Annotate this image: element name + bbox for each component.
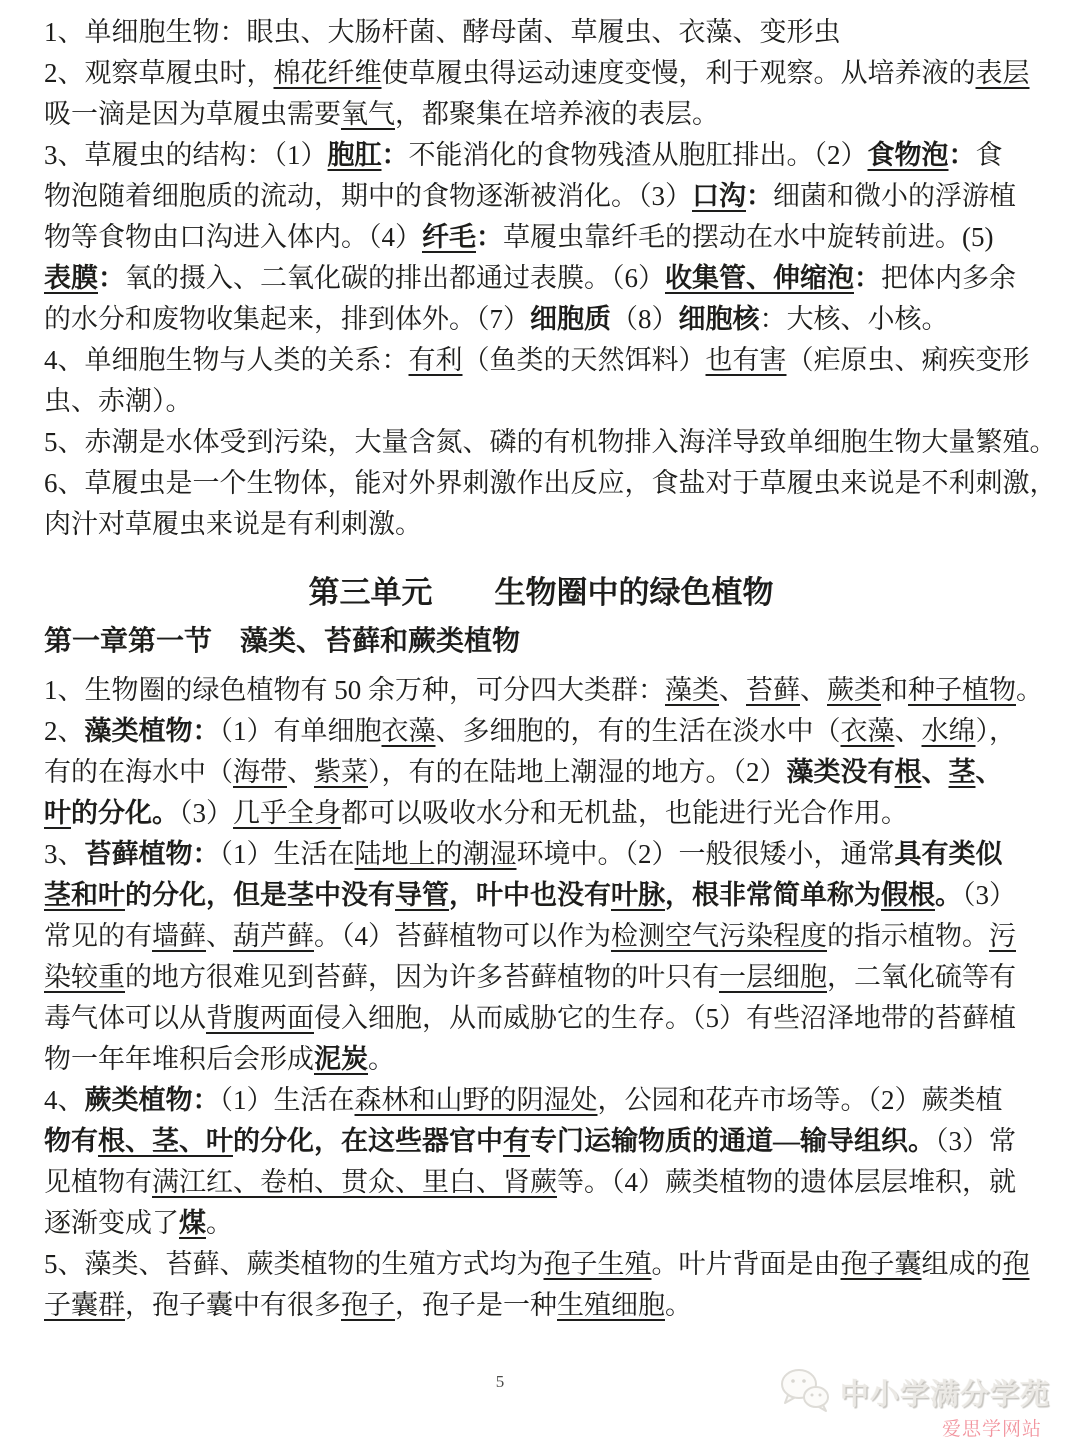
text-segment: 把体内多余 bbox=[881, 263, 1016, 293]
text-segment: 茎和叶 bbox=[44, 880, 125, 910]
text-segment: 几乎全身 bbox=[233, 798, 341, 828]
text-segment: 6、草履虫是一个生物体，能对外界刺激作出反应，食盐对于草履虫来说是不利刺激， bbox=[44, 468, 1057, 498]
text-segment: 氧的摄入、二氧化碳的排出都通过表膜。（6） bbox=[125, 263, 665, 293]
text-segment: 都可以吸收水分和无机盐，也能进行光合作用。 bbox=[341, 798, 908, 828]
text-segment: （3） bbox=[179, 798, 233, 828]
text-segment: 3、草履虫的结构：（1） bbox=[44, 140, 328, 170]
text-segment: 侵入细胞，从而威胁它的生存。（5）有些沼泽地带的苔藓植 bbox=[314, 1003, 1016, 1033]
text-segment: ，叶中也没有 bbox=[449, 880, 611, 910]
text-segment: 衣藻 bbox=[840, 716, 895, 746]
text-segment: 和 bbox=[881, 675, 908, 705]
text-segment: 墙藓 bbox=[152, 921, 206, 951]
text-segment: 蕨类植物 bbox=[84, 1085, 193, 1115]
text-segment: 满江红、卷柏、贯众、里白、肾蕨 bbox=[152, 1167, 557, 1197]
text-segment: ，孢子是一种 bbox=[395, 1290, 557, 1320]
text-segment: （8） bbox=[611, 304, 679, 334]
text-segment: ： bbox=[192, 839, 220, 869]
text-segment: ： bbox=[854, 263, 881, 293]
text-segment: （3） bbox=[962, 880, 1016, 910]
text-segment: 口沟 bbox=[692, 181, 746, 211]
text-segment: 4、 bbox=[44, 1085, 85, 1115]
text-segment: 2、 bbox=[44, 716, 85, 746]
text-segment: ，公园和花卉市场等。（2）蕨类植 bbox=[597, 1085, 1003, 1115]
text-segment: （1）生活在 bbox=[219, 839, 355, 869]
text-line bbox=[44, 504, 1038, 545]
text-segment: 衣藻 bbox=[381, 716, 436, 746]
text-segment: （疟原虫、痢疾变形 bbox=[786, 345, 1030, 375]
text-segment: 、 bbox=[894, 716, 922, 746]
text-line bbox=[44, 299, 1038, 340]
text-segment: 。 bbox=[665, 1290, 692, 1320]
text-line bbox=[44, 381, 1038, 422]
text-segment: 。叶片背面是由 bbox=[651, 1249, 841, 1279]
text-segment: ： bbox=[192, 716, 220, 746]
text-segment: ）， bbox=[975, 716, 1016, 746]
text-segment: 泥炭 bbox=[314, 1044, 368, 1074]
text-line bbox=[44, 1080, 1038, 1121]
text-segment: 污 bbox=[989, 921, 1016, 951]
watermark bbox=[778, 1366, 1050, 1419]
text-line bbox=[44, 1121, 1038, 1162]
text-segment: 使草履虫得运动速度变慢，利于观察。从培养液的 bbox=[381, 58, 976, 88]
text-line bbox=[44, 793, 1038, 834]
text-segment: 藻类 bbox=[665, 675, 719, 705]
text-segment: 一层细胞 bbox=[719, 962, 827, 992]
text-segment: 根、茎、叶 bbox=[98, 1126, 233, 1156]
text-segment: （3）常 bbox=[935, 1126, 1016, 1156]
text-segment: 1、生物圈的绿色植物有 50 余万种，可分四大类群： bbox=[44, 675, 665, 705]
text-segment: 1、单细胞生物：眼虫、大肠杆菌、酵母菌、草履虫、衣藻、变形虫 bbox=[44, 17, 841, 47]
text-line bbox=[44, 752, 1038, 793]
text-segment: 的分化。 bbox=[71, 798, 179, 828]
text-segment: 根 bbox=[894, 757, 922, 787]
text-segment: ，根非常简单称为 bbox=[665, 880, 881, 910]
text-segment: （1）生活在 bbox=[219, 1085, 355, 1115]
text-segment: ： bbox=[746, 181, 773, 211]
text-segment: 。 bbox=[908, 1126, 935, 1156]
text-segment: 组成的 bbox=[921, 1249, 1003, 1279]
text-segment: ： bbox=[98, 263, 125, 293]
text-segment: 子囊群 bbox=[44, 1290, 125, 1320]
text-segment: 5、赤潮是水体受到污染，大量含氮、磷的有机物排入海洋导致单细胞生物大量繁殖。 bbox=[44, 427, 1057, 457]
text-line bbox=[44, 670, 1043, 711]
text-line bbox=[44, 135, 1038, 176]
text-line bbox=[44, 217, 1038, 258]
text-segment: 假根 bbox=[881, 880, 935, 910]
text-line bbox=[44, 53, 1038, 94]
text-segment: 有 bbox=[71, 1126, 98, 1156]
text-segment: 常见的有 bbox=[44, 921, 152, 951]
text-segment: （1）有单细胞 bbox=[219, 716, 382, 746]
text-segment: 纤毛 bbox=[422, 222, 476, 252]
text-segment: 细菌和微小的浮游植 bbox=[773, 181, 1016, 211]
text-segment: ： bbox=[476, 222, 503, 252]
text-segment: 吸一滴是因为草履虫需要 bbox=[44, 99, 341, 129]
text-segment: 、 bbox=[719, 675, 746, 705]
text-segment: 的分化，但是茎中没有 bbox=[125, 880, 395, 910]
text-segment: 4、单细胞生物与人类的关系： bbox=[44, 345, 409, 375]
text-line bbox=[44, 176, 1038, 217]
text-segment: （鱼类的天然饵料） bbox=[462, 345, 706, 375]
text-segment: 森林和山野的阴湿处 bbox=[354, 1085, 598, 1115]
text-segment: 。 bbox=[935, 880, 962, 910]
wechat-icon bbox=[778, 1366, 832, 1419]
text-segment: 、 bbox=[975, 757, 1003, 787]
text-segment: 背腹两面 bbox=[206, 1003, 314, 1033]
text-segment: 茎 bbox=[948, 757, 976, 787]
text-line bbox=[44, 1039, 1038, 1080]
text-segment: 不能消化的食物残渣从胞肛排出。（2） bbox=[408, 140, 868, 170]
text-segment: 紫菜 bbox=[314, 757, 368, 787]
text-line bbox=[44, 875, 1038, 916]
text-segment: 检测空气污染程度 bbox=[611, 921, 827, 951]
text-segment: 物 bbox=[44, 1126, 71, 1156]
text-segment: 细胞质 bbox=[530, 304, 611, 334]
text-segment: 的指示植物。 bbox=[827, 921, 989, 951]
text-segment: 煤 bbox=[179, 1208, 206, 1238]
body-paragraphs bbox=[44, 12, 1057, 545]
text-segment: 蕨类 bbox=[827, 675, 881, 705]
text-segment: 、 bbox=[800, 675, 827, 705]
text-line bbox=[44, 422, 1057, 463]
text-line bbox=[44, 957, 1038, 998]
text-segment: ，孢子囊中有很多 bbox=[125, 1290, 341, 1320]
text-segment: 。 bbox=[368, 1044, 395, 1074]
text-line bbox=[44, 711, 1038, 752]
text-segment: 葫芦藓 bbox=[233, 921, 314, 951]
text-line bbox=[44, 1162, 1038, 1203]
text-segment: 孢子 bbox=[341, 1290, 395, 1320]
text-segment: 物泡随着细胞质的流动，期中的食物逐渐被消化。（3） bbox=[44, 181, 692, 211]
text-segment: 生殖细胞 bbox=[557, 1290, 665, 1320]
text-line bbox=[44, 834, 1038, 875]
text-segment: 逐渐变成了 bbox=[44, 1208, 179, 1238]
text-line bbox=[44, 998, 1038, 1039]
text-segment: 具有类似 bbox=[894, 839, 1003, 869]
text-segment: 草履虫靠纤毛的摆动在水中旋转前进。(5) bbox=[503, 222, 994, 252]
text-segment: 导管 bbox=[395, 880, 449, 910]
text-line bbox=[44, 258, 1038, 299]
text-segment: 胞肛 bbox=[327, 140, 382, 170]
text-segment: 、 bbox=[921, 757, 949, 787]
text-segment: 有利 bbox=[408, 345, 463, 375]
text-segment: 肉汁对草履虫来说是有利刺激。 bbox=[44, 509, 422, 539]
text-line bbox=[44, 916, 1038, 957]
text-segment: 藻类植物 bbox=[84, 716, 193, 746]
text-segment: 棉花纤维 bbox=[273, 58, 382, 88]
text-segment: 环境中。（2）一般很矮小，通常 bbox=[516, 839, 895, 869]
text-segment: 虫、赤潮）。 bbox=[44, 386, 193, 416]
text-segment: 2、观察草履虫时， bbox=[44, 58, 274, 88]
text-line bbox=[44, 340, 1038, 381]
text-segment: 、 bbox=[287, 757, 314, 787]
text-segment: 水绵 bbox=[921, 716, 976, 746]
section-paragraphs bbox=[44, 670, 1043, 1326]
text-line bbox=[44, 1285, 1038, 1326]
text-segment: 藻类没有 bbox=[786, 757, 895, 787]
text-segment: 。 bbox=[206, 1208, 233, 1238]
text-segment: 等。（4）蕨类植物的遗体层层堆积，就 bbox=[557, 1167, 1016, 1197]
page-number: 5 bbox=[495, 1372, 505, 1391]
text-segment: 5、藻类、苔藓、蕨类植物的生殖方式均为 bbox=[44, 1249, 544, 1279]
text-segment: 物等食物由口沟进入体内。（4） bbox=[44, 222, 422, 252]
text-segment: ： bbox=[948, 140, 976, 170]
text-segment: ： bbox=[381, 140, 409, 170]
text-segment: 也有害 bbox=[705, 345, 787, 375]
text-segment: 海带 bbox=[233, 757, 287, 787]
text-segment: ： bbox=[192, 1085, 220, 1115]
text-segment: 毒气体可以从 bbox=[44, 1003, 206, 1033]
section-subheading: 第一章第一节 藻类、苔藓和蕨类植物 bbox=[44, 626, 521, 657]
text-segment: 陆地上的潮湿 bbox=[354, 839, 517, 869]
text-segment: 氧气 bbox=[341, 99, 395, 129]
text-segment: 孢子囊 bbox=[840, 1249, 922, 1279]
text-segment: 食 bbox=[975, 140, 1003, 170]
text-segment: 苔藓植物 bbox=[84, 839, 193, 869]
text-segment: ，都聚集在培养液的表层。 bbox=[395, 99, 719, 129]
text-segment: 细胞核 bbox=[678, 304, 760, 334]
text-segment: 。 bbox=[1016, 675, 1043, 705]
text-segment: ，二氧化硫等有 bbox=[827, 962, 1016, 992]
text-segment: 有 bbox=[503, 1126, 530, 1156]
text-line bbox=[44, 1203, 1038, 1244]
text-segment: 的分化，在这些器官中 bbox=[233, 1126, 503, 1156]
text-segment: 叶脉 bbox=[611, 880, 665, 910]
text-segment: 3、 bbox=[44, 839, 85, 869]
text-segment: ），有的在陆地上潮湿的地方。（2） bbox=[368, 757, 787, 787]
text-line bbox=[44, 463, 1057, 504]
text-segment: 见植物有 bbox=[44, 1167, 152, 1197]
text-segment: 种子植物 bbox=[908, 675, 1016, 705]
text-segment: 。（4）苔藓植物可以作为 bbox=[314, 921, 611, 951]
text-segment: 苔藓 bbox=[746, 675, 800, 705]
text-segment: ：大核、小核。 bbox=[759, 304, 949, 334]
text-segment: 、多细胞的，有的生活在淡水中（ bbox=[435, 716, 841, 746]
text-line bbox=[44, 1244, 1038, 1285]
text-segment: 染较重 bbox=[44, 962, 125, 992]
watermark-brand: 中小学满分学苑 bbox=[839, 1379, 1050, 1411]
text-segment: 孢子生殖 bbox=[543, 1249, 652, 1279]
text-segment: 的地方很难见到苔藓，因为许多苔藓植物的叶只有 bbox=[125, 962, 719, 992]
text-line bbox=[44, 12, 1038, 53]
text-segment: 收集管、伸缩泡 bbox=[665, 263, 854, 293]
text-segment: 表层 bbox=[975, 58, 1030, 88]
text-segment: 、 bbox=[206, 921, 233, 951]
text-segment: 专门运输物质的通道—输导组织 bbox=[530, 1126, 908, 1156]
watermark-site: 爱思学网站 bbox=[941, 1419, 1042, 1440]
text-line bbox=[44, 94, 1038, 135]
text-segment: 物一年年堆积后会形成 bbox=[44, 1044, 314, 1074]
text-segment: 表膜 bbox=[44, 263, 98, 293]
document-content bbox=[44, 12, 1057, 1326]
text-segment: 的水分和废物收集起来，排到体外。（7） bbox=[44, 304, 530, 334]
section-title: 第三单元 生物圈中的绿色植物 bbox=[308, 575, 774, 610]
text-segment: 孢 bbox=[1002, 1249, 1030, 1279]
text-segment: 叶 bbox=[44, 798, 71, 828]
text-segment: 有的在海水中（ bbox=[44, 757, 233, 787]
text-segment: 食物泡 bbox=[867, 140, 949, 170]
